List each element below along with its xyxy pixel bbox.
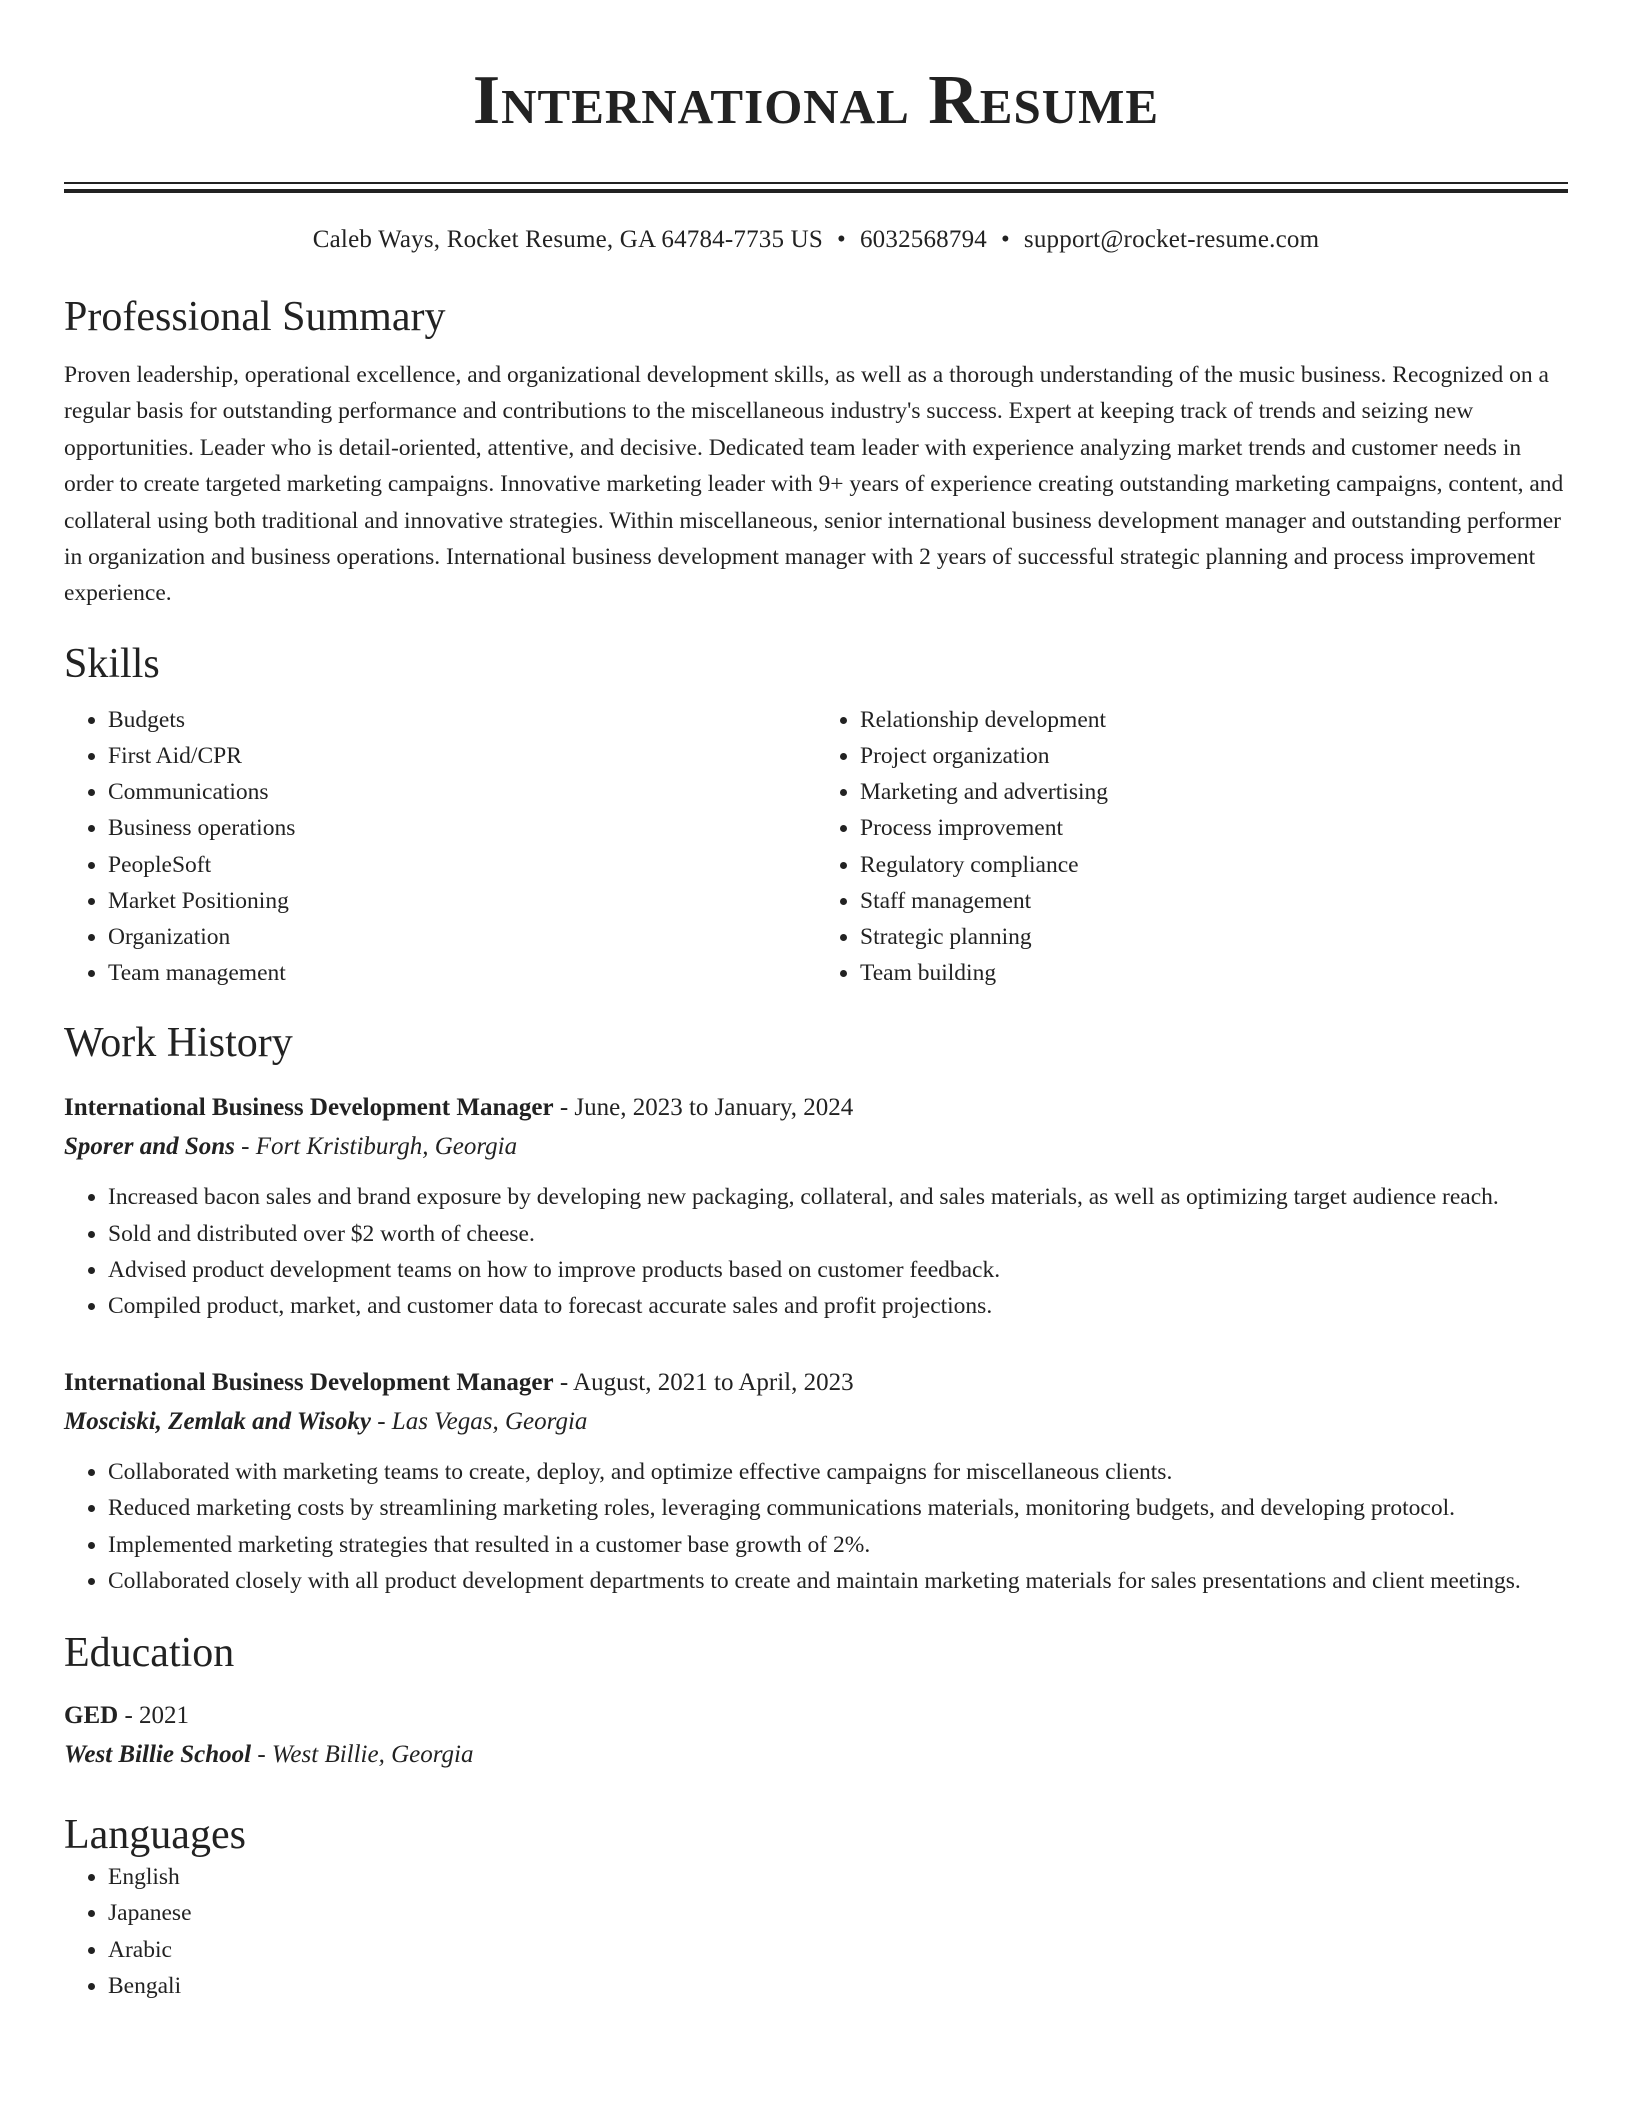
- job-employer: [64, 1127, 1568, 1167]
- job-bullet: • Increased bacon sales and brand exposure by developing new packaging, collateral, and sales materials, as well as optimizing target audience reach.: [108, 1179, 1568, 1215]
- skill-item: • Staff management: [860, 883, 1568, 919]
- summary-heading: Professional Summary: [64, 294, 446, 340]
- contact-phone: 6032568794: [859, 226, 987, 253]
- school-line: [64, 1735, 1568, 1775]
- language-item: • Japanese: [108, 1895, 1568, 1931]
- skill-item: • First Aid/CPR: [108, 738, 816, 774]
- company-location: - Las Vegas, Georgia: [370, 1408, 588, 1436]
- job-entry: [64, 1364, 1568, 1599]
- skill-item: • Organization: [108, 919, 816, 955]
- skills-heading: Skills: [64, 640, 160, 687]
- languages-list: [64, 1859, 1568, 2004]
- job-bullets: [64, 1179, 1568, 1324]
- summary-section: [64, 293, 1568, 612]
- title-divider: [64, 182, 1568, 193]
- job-bullet: • Collaborated closely with all product development departments to create and maintain marketing materials for sales presentations and client meetings.: [108, 1563, 1568, 1599]
- skills-columns: [64, 702, 1568, 992]
- education-heading: Education: [64, 1630, 235, 1677]
- language-item: • Bengali: [108, 1968, 1568, 2004]
- work-history-heading: Work History: [64, 1020, 293, 1067]
- job-header: [64, 1364, 1568, 1402]
- skill-item: • Regulatory compliance: [860, 847, 1568, 883]
- job-bullet: • Compiled product, market, and customer data to forecast accurate sales and profit projections.: [108, 1288, 1568, 1324]
- bullet-separator: •: [1000, 226, 1010, 253]
- resume-title: International Resume: [472, 62, 1160, 139]
- job-bullets: [64, 1454, 1568, 1599]
- skill-item: • Market Positioning: [108, 883, 816, 919]
- job-dates: - August, 2021 to April, 2023: [553, 1369, 854, 1397]
- company-location: - Fort Kristiburgh, Georgia: [234, 1133, 518, 1161]
- contact-address: Caleb Ways, Rocket Resume, GA 64784-7735 US: [312, 226, 824, 253]
- skill-item: • Process improvement: [860, 810, 1568, 846]
- job-header: [64, 1089, 1568, 1127]
- job-entry: [64, 1089, 1568, 1324]
- summary-text: Proven leadership, operational excellence, and organizational development skills, as well as a thorough understanding of the music business. Recognized on a regular basis for outstanding performance and contributions to the miscellaneous industry's success. Expert at keeping track of trends and seizing new opportunities. Leader who is detail-oriented, attentive, and decisive. Dedicated team leader with experience analyzing market trends and customer needs in order to create targeted marketing campaigns. Innovative marketing leader with 9+ years of experience creating outstanding marketing campaigns, content, and collateral using both traditional and innovative strategies. Within miscellaneous, senior international business development manager and outstanding performer in organization and business operations. International business development manager with 2 years of successful strategic planning and process improvement experience.: [64, 362, 1564, 607]
- languages-heading: Languages: [64, 1812, 246, 1859]
- job-bullet: • Advised product development teams on how to improve products based on customer feedback.: [108, 1252, 1568, 1288]
- job-title: International Business Development Manager: [64, 1094, 554, 1122]
- skill-item: • PeopleSoft: [108, 847, 816, 883]
- skill-item: • Team management: [108, 955, 816, 991]
- skill-item: • Marketing and advertising: [860, 774, 1568, 810]
- company-name: Sporer and Sons: [64, 1133, 235, 1161]
- skill-item: • Business operations: [108, 810, 816, 846]
- language-item: • Arabic: [108, 1932, 1568, 1968]
- language-item: • English: [108, 1859, 1568, 1895]
- degree-line: [64, 1697, 1568, 1735]
- skill-item: • Project organization: [860, 738, 1568, 774]
- skill-item: • Strategic planning: [860, 919, 1568, 955]
- job-employer: [64, 1402, 1568, 1442]
- education-entry: [64, 1697, 1568, 1775]
- skills-left-list: [64, 702, 816, 992]
- education-section: [64, 1629, 1568, 1775]
- school-name: West Billie School: [64, 1741, 252, 1769]
- job-title: International Business Development Manager: [64, 1369, 554, 1397]
- school-location: - West Billie, Georgia: [251, 1741, 474, 1769]
- skills-right-list: [816, 702, 1568, 992]
- skills-section: [64, 640, 1568, 992]
- job-bullet: • Collaborated with marketing teams to create, deploy, and optimize effective campaigns for miscellaneous clients.: [108, 1454, 1568, 1490]
- bullet-separator: •: [837, 226, 846, 253]
- languages-section: [64, 1811, 1568, 2004]
- skill-item: • Budgets: [108, 702, 816, 738]
- job-bullet: • Reduced marketing costs by streamlining marketing roles, leveraging communications materials, monitoring budgets, and developing protocol.: [108, 1490, 1568, 1526]
- skill-item: • Relationship development: [860, 702, 1568, 738]
- contact-email[interactable]: support@rocket-resume.com: [1023, 226, 1320, 253]
- skill-item: • Communications: [108, 774, 816, 810]
- job-dates: - June, 2023 to January, 2024: [553, 1094, 854, 1122]
- contact-line: [64, 223, 1568, 257]
- job-bullet: • Implemented marketing strategies that resulted in a customer base growth of 2%.: [108, 1527, 1568, 1563]
- company-name: Mosciski, Zemlak and Wisoky: [64, 1408, 371, 1436]
- degree: GED: [64, 1702, 119, 1730]
- skill-item: • Team building: [860, 955, 1568, 991]
- work-history-section: [64, 1019, 1568, 1599]
- job-bullet: • Sold and distributed over $2 worth of cheese.: [108, 1216, 1568, 1252]
- degree-year: - 2021: [118, 1702, 190, 1730]
